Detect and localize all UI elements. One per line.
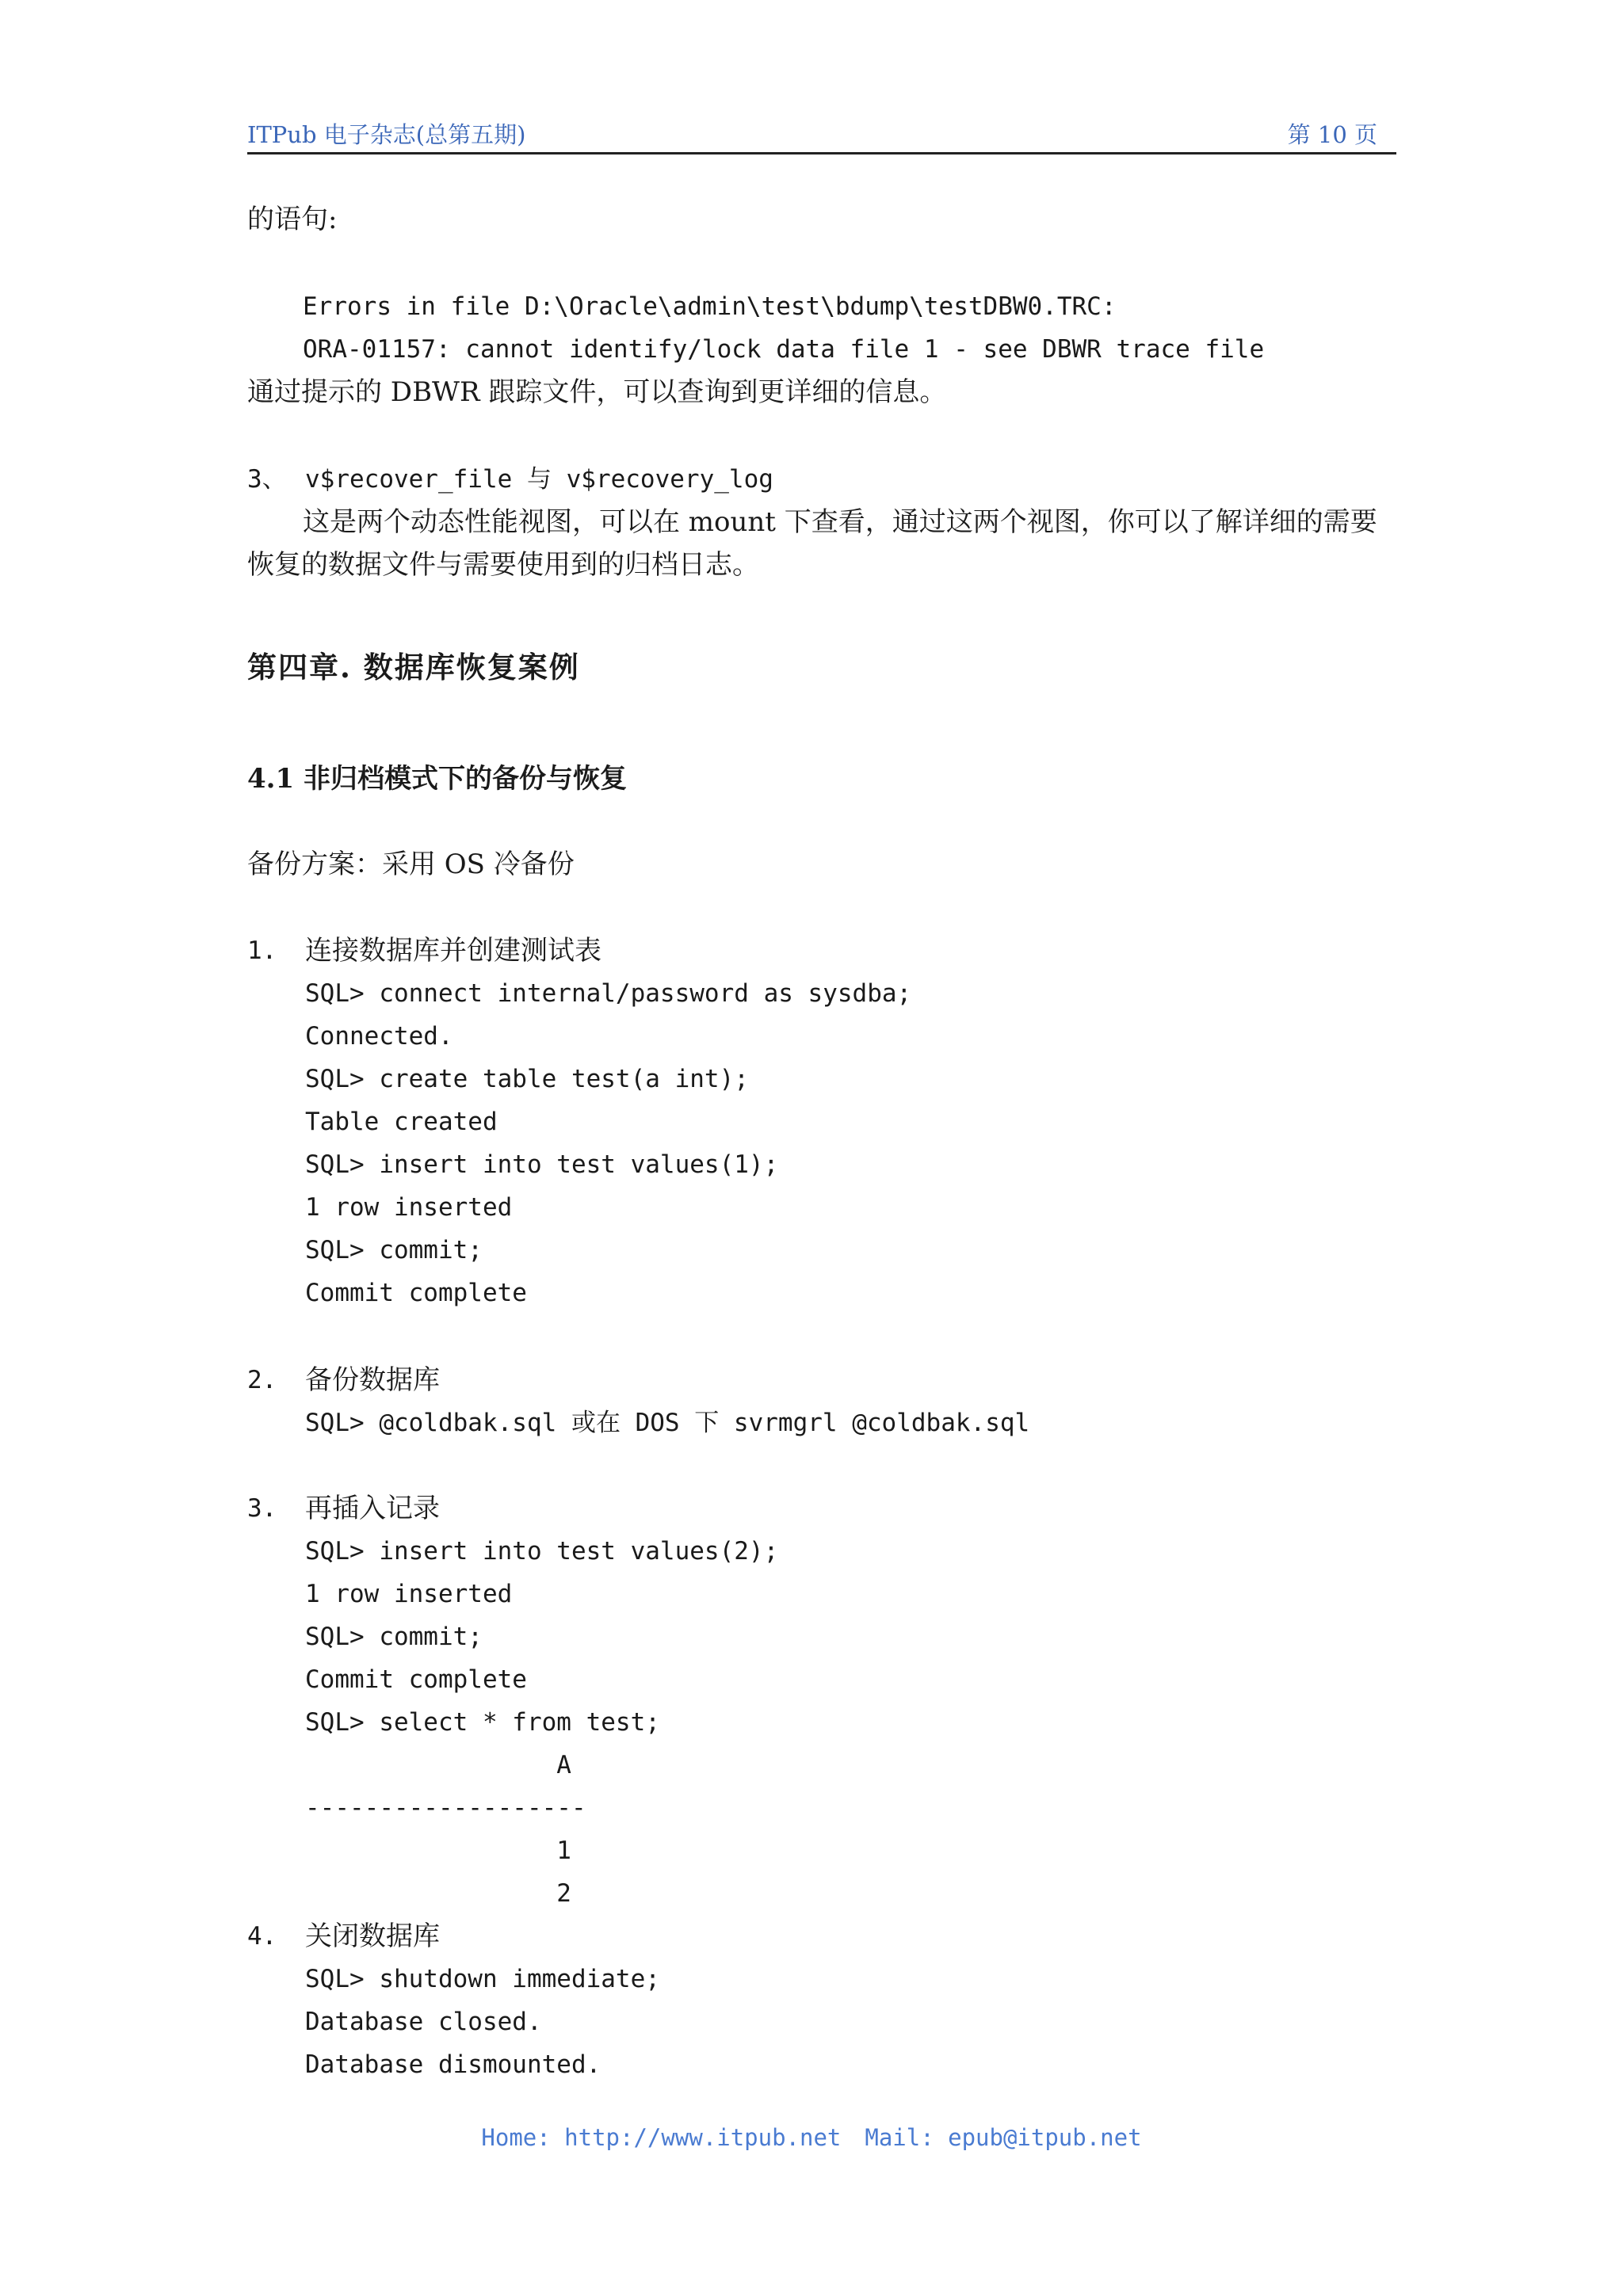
result-divider: -------------------	[305, 1794, 586, 1822]
step-title: 再插入记录	[305, 1493, 440, 1524]
code-line: Database closed.	[305, 2008, 542, 2036]
mail-link[interactable]: Mail: epub@itpub.net	[865, 2124, 1142, 2151]
magazine-title: ITPub 电子杂志(总第五期)	[247, 121, 526, 148]
code-line: 1 row inserted	[305, 1580, 513, 1608]
step-number: 3.	[247, 1494, 277, 1523]
result-header: A	[305, 1751, 571, 1779]
code-line: SQL> create table test(a int);	[305, 1065, 749, 1093]
page-header	[247, 114, 1396, 154]
section-title: 4.1 非归档模式下的备份与恢复	[247, 763, 627, 795]
page-footer	[0, 2124, 1623, 2151]
code-line: SQL> select * from test;	[305, 1708, 660, 1737]
step-title: 连接数据库并创建测试表	[305, 935, 601, 967]
code-line: Commit complete	[305, 1279, 527, 1307]
intro-text: 的语句:	[247, 204, 338, 235]
code-line: SQL> insert into test values(2);	[305, 1537, 779, 1566]
step-title: 关闭数据库	[305, 1920, 440, 1952]
error-line-1: Errors in file D:\Oracle\admin\test\bdump\testDBW0.TRC:	[303, 292, 1117, 321]
result-row: 1	[305, 1836, 571, 1865]
backup-plan: 备份方案：采用 OS 冷备份	[247, 849, 575, 880]
code-line: Commit complete	[305, 1665, 527, 1694]
step-number: 1.	[247, 936, 277, 965]
item3-desc-2: 恢复的数据文件与需要使用到的归档日志。	[247, 549, 759, 581]
home-link[interactable]: Home: http://www.itpub.net	[481, 2124, 842, 2151]
code-line: SQL> connect internal/password as sysdba;	[305, 979, 912, 1008]
code-line: 1 row inserted	[305, 1193, 513, 1222]
chapter-title: 第四章. 数据库恢复案例	[247, 650, 580, 685]
item3-title: v$recover_file 与 v$recovery_log	[305, 465, 773, 494]
code-line: SQL> commit;	[305, 1236, 483, 1264]
item3-number: 3、	[247, 465, 287, 494]
code-line: Database dismounted.	[305, 2050, 601, 2079]
code-line: SQL> shutdown immediate;	[305, 1965, 660, 1993]
code-line: Connected.	[305, 1022, 453, 1051]
item3-desc-1: 这是两个动态性能视图，可以在 mount 下查看，通过这两个视图，你可以了解详细的需要	[303, 506, 1377, 538]
step-number: 4.	[247, 1922, 277, 1951]
dbwr-note: 通过提示的 DBWR 跟踪文件，可以查询到更详细的信息。	[247, 376, 947, 408]
code-line: Table created	[305, 1108, 498, 1136]
error-line-2: ORA-01157: cannot identify/lock data file 1 - see DBWR trace file	[303, 335, 1265, 364]
step-title: 备份数据库	[305, 1364, 440, 1396]
page-number: 第 10 页	[1287, 121, 1377, 148]
result-row: 2	[305, 1879, 571, 1908]
code-line: SQL> @coldbak.sql 或在 DOS 下 svrmgrl @coldbak.sql	[305, 1409, 1030, 1437]
code-line: SQL> commit;	[305, 1623, 483, 1651]
code-line: SQL> insert into test values(1);	[305, 1150, 779, 1179]
step-number: 2.	[247, 1366, 277, 1394]
